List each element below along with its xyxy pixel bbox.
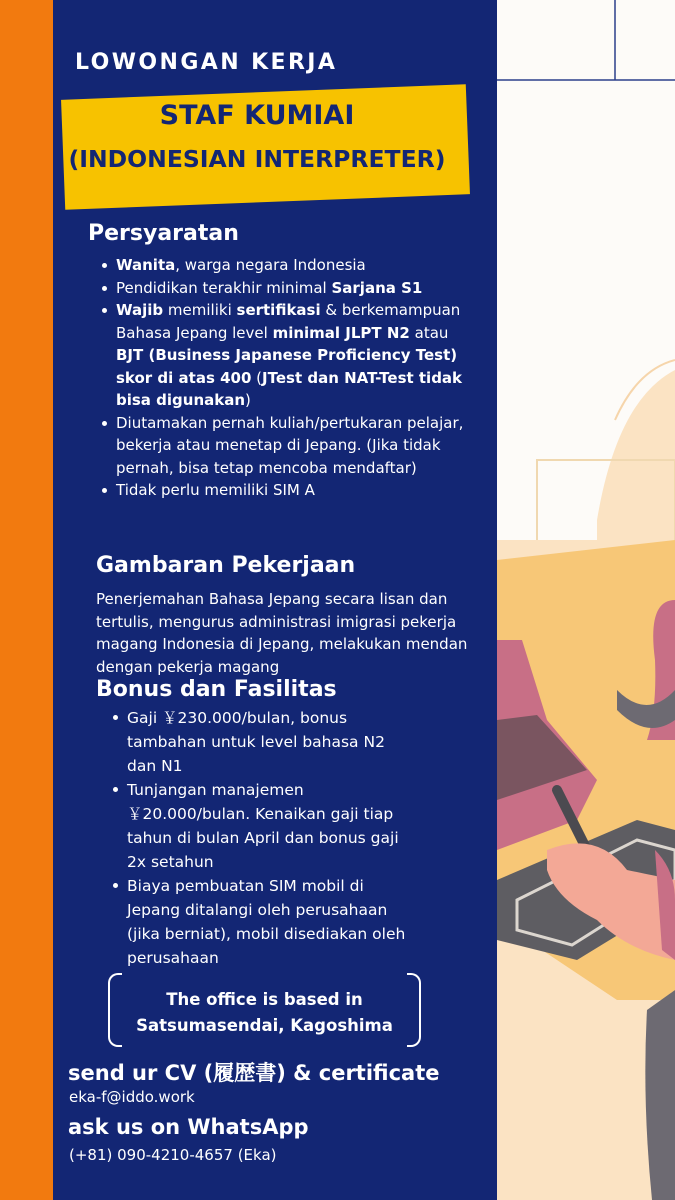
job-description-heading: Gambaran Pekerjaan — [96, 553, 356, 578]
requirement-item: Pendidikan terakhir minimal Sarjana S1 — [100, 277, 470, 300]
illustration-svg — [497, 0, 675, 1200]
desk-illustration — [497, 0, 675, 1200]
office-line-2: Satsumasendai, Kagoshima — [136, 1016, 393, 1035]
hiring-label: LOWONGAN KERJA — [75, 50, 338, 75]
phone-number[interactable]: (+81) 090-4210-4657 (Eka) — [69, 1146, 277, 1164]
benefits-list — [111, 706, 411, 970]
job-title: STAF KUMIAI — [159, 100, 355, 131]
job-description-text: Penerjemahan Bahasa Jepang secara lisan dan tertulis, mengurus administrasi imigrasi pekerja magang Indonesia di Jepang, melakukan mendan dengan pekerja magang — [96, 590, 468, 676]
requirement-item: Wanita, warga negara Indonesia — [100, 254, 470, 277]
office-location-text — [108, 987, 421, 1039]
orange-side-stripe — [0, 0, 53, 1200]
benefit-item: Biaya pembuatan SIM mobil di Jepang ditalangi oleh perusahaan (jika berniat), mobil disediakan oleh perusahaan — [111, 874, 411, 970]
benefit-item: Tunjangan manajemen ￥20.000/bulan. Kenaikan gaji tiap tahun di bulan April dan bonus gaji 2x setahun — [111, 778, 411, 874]
whatsapp-label: ask us on WhatsApp — [68, 1115, 309, 1139]
benefits-heading: Bonus dan Fasilitas — [96, 677, 337, 702]
send-cv-label: send ur CV (履歴書) & certificate — [68, 1061, 440, 1085]
requirements-heading: Persyaratan — [88, 221, 239, 246]
email-link[interactable]: eka-f@iddo.work — [69, 1088, 195, 1106]
office-line-1: The office is based in — [166, 990, 363, 1009]
requirement-item: Tidak perlu memiliki SIM A — [100, 479, 470, 502]
office-location-box — [108, 973, 421, 1047]
benefit-item: Gaji ￥230.000/bulan, bonus tambahan untuk level bahasa N2 dan N1 — [111, 706, 411, 778]
requirement-item: Diutamakan pernah kuliah/pertukaran pelajar, bekerja atau menetap di Jepang. (Jika tidak pernah, bisa tetap mencoba mendaftar) — [100, 412, 470, 480]
job-subtitle: (INDONESIAN INTERPRETER) — [68, 145, 446, 173]
job-posting-panel — [53, 0, 497, 1200]
requirements-list — [100, 254, 470, 502]
requirement-item: Wajib memiliki sertifikasi & berkemampuan Bahasa Jepang level minimal JLPT N2 atau BJT (Business Japanese Proficiency Test) skor di atas 400 (JTest dan NAT-Test tidak bisa digunakan) — [100, 299, 470, 412]
